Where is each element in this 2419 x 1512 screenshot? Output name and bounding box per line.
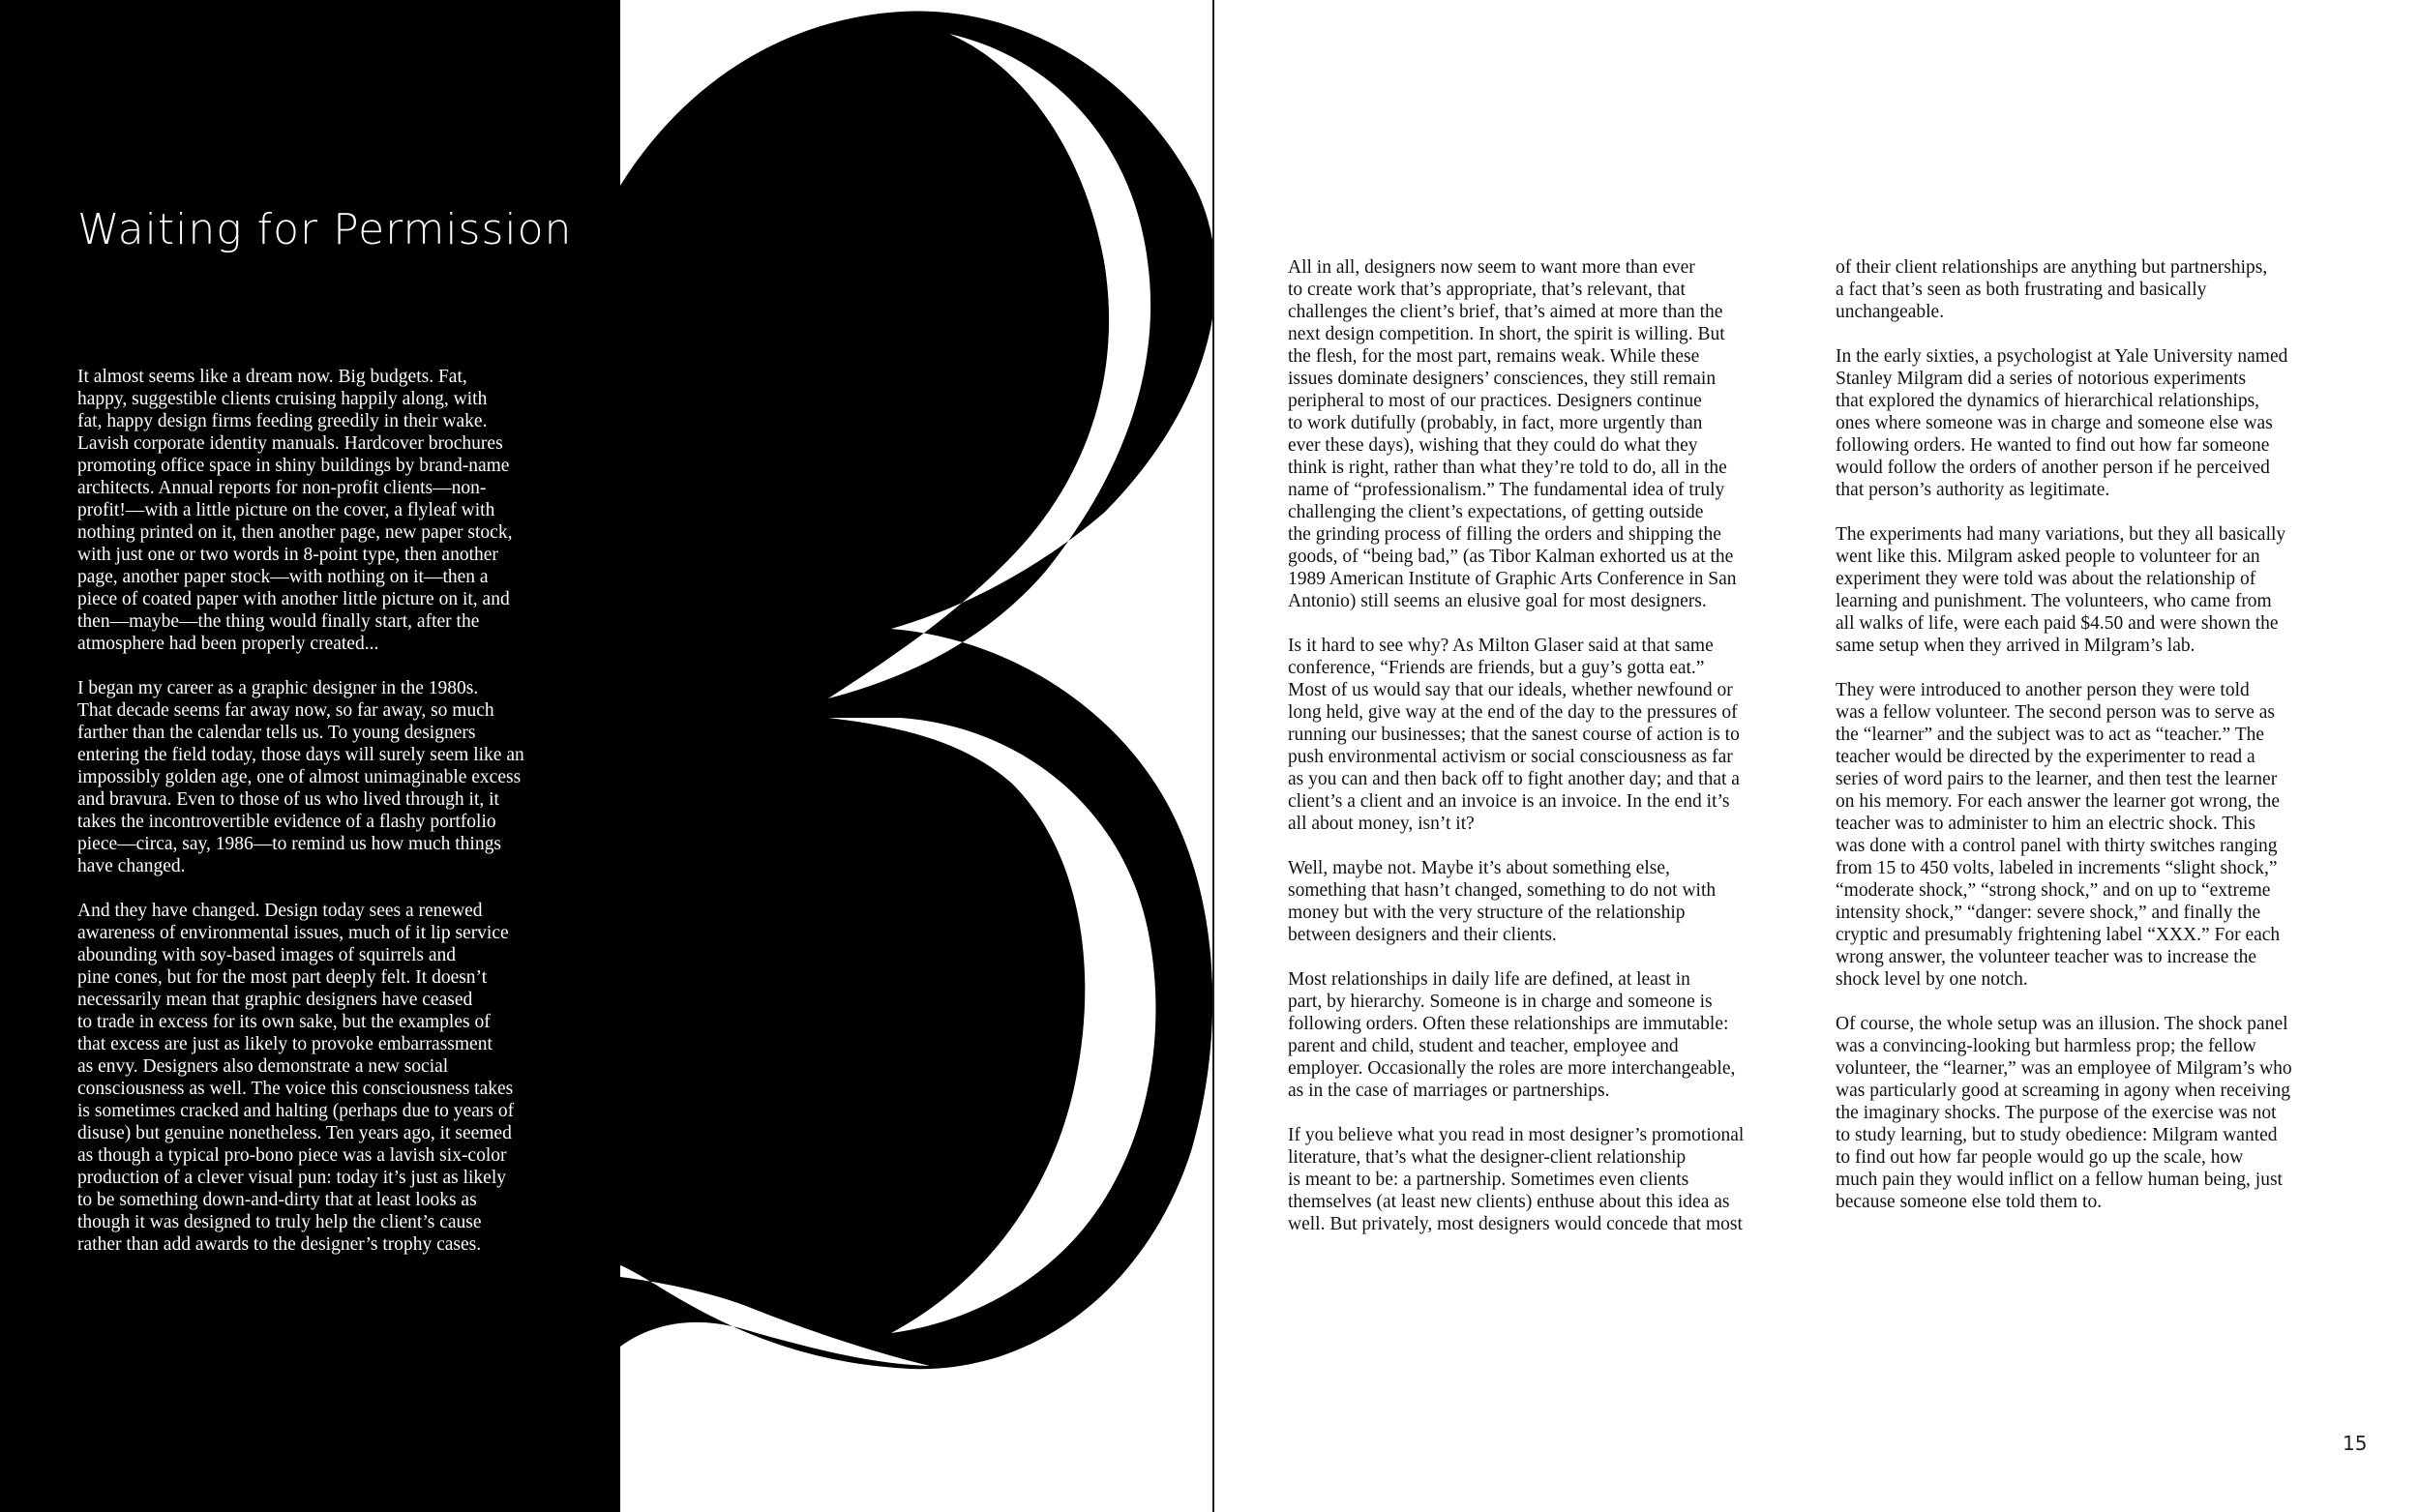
right-text-column bbox=[1836, 256, 2358, 1235]
article-title: Waiting for Permission bbox=[77, 205, 573, 254]
body-paragraph: The experiments had many variations, but they all basically went like this. Milgram asked people to volunteer for an experiment they were told was about the relationship of learning and punishment. The volunteers, who came from all walks of life, were each paid $4.50 and were shown the same setup when they arrived in Milgram’s lab. bbox=[1836, 524, 2286, 656]
body-paragraph: Well, maybe not. Maybe it’s about something else, something that hasn’t changed, something to do not with money but with the very structure of the relationship between designers and their clients. bbox=[1288, 858, 1717, 945]
page-spine-divider bbox=[1212, 0, 1214, 1512]
chapter-numeral-three bbox=[620, 0, 1212, 1512]
body-paragraph: Of course, the whole setup was an illusion. The shock panel was a convincing-looking but harmless prop; the fellow volunteer, the “learner,” was an employee of Milgram’s who was particularly good at screaming in agony when receiving the imaginary shocks. The purpose of the exercise was not to study learning, but to study obedience: Milgram wanted to find out how far people would go up the scale, how much pain they would inflict on a fellow human being, just because someone else told them to. bbox=[1836, 1014, 2292, 1212]
body-paragraph: It almost seems like a dream now. Big budgets. Fat, happy, suggestible clients cruising happily along, with fat, happy design firms feeding greedily in their wake. Lavish corporate identity manuals. Hardcover brochures promoting office space in shiny buildings by brand-name architects. Annual reports for non-profit clients—non- profit!—with a little picture on the cover, a flyleaf with nothing printed on it, then another page, new paper stock, with just one or two words in 8-point type, then another page, another paper stock—with nothing on it—then a piece of coated paper with another little picture on it, and then—maybe—the thing would finally start, after the atmosphere had been properly created... bbox=[77, 367, 513, 654]
page-number: 15 bbox=[2343, 1432, 2368, 1455]
body-paragraph: In the early sixties, a psychologist at Yale University named Stanley Milgram did a series of notorious experiments that explored the dynamics of hierarchical relationships, ones where someone was in charge and someone else was following orders. He wanted to find out how far someone would follow the orders of another person if he perceived that person’s authority as legitimate. bbox=[1836, 346, 2288, 500]
numeral-three-shape bbox=[620, 12, 1212, 1370]
body-paragraph: I began my career as a graphic designer in the 1980s. That decade seems far away now, so far away, so much farther than the calendar tells us. To young designers entering the field today, those days will surely seem like an impossibly golden age, one of almost unimaginable excess and bravura. Even to those of us who lived through it, it takes the incontrovertible evidence of a flashy portfolio piece—circa, say, 1986—to remind us how much things have changed. bbox=[77, 678, 524, 876]
body-paragraph: Most relationships in daily life are defined, at least in part, by hierarchy. Someone is in charge and someone is following orders. Often these relationships are immutable: parent and child, student and teacher, employee and employer. Occasionally the roles are more interchangeable, as in the case of marriages or partnerships. bbox=[1288, 969, 1736, 1101]
body-paragraph: Is it hard to see why? As Milton Glaser said at that same conference, “Friends are friends, but a guy’s gotta eat.” Most of us would say that our ideals, whether newfound or long held, give way at the end of the day to the pressures of running our businesses; that the sanest course of action is to push environmental activism or social consciousness as far as you can and then back off to fight another day; and that a client’s a client and an invoice is an invoice. In the end it’s all about money, isn’t it? bbox=[1288, 636, 1740, 834]
body-paragraph: They were introduced to another person they were told was a fellow volunteer. The second person was to serve as the “learner” and the subject was to act as “teacher.” The teacher would be directed by the experimenter to read a series of word pairs to the learner, and then test the learner on his memory. For each answer the learner got wrong, the teacher was to administer to him an electric shock. This was done with a control panel with thirty switches ranging from 15 to 450 volts, labeled in increments “slight shock,” “moderate shock,” “strong shock,” and on up to “extreme intensity shock,” “danger: severe shock,” and finally the cryptic and presumably frightening label “XXX.” For each wrong answer, the volunteer teacher was to increase the shock level by one notch. bbox=[1836, 680, 2281, 990]
body-paragraph: If you believe what you read in most designer’s promotional literature, that’s what the designer-client relationship is meant to be: a partnership. Sometimes even clients themselves (at least new clients) enthuse about this idea as well. But privately, most designers would concede that most bbox=[1288, 1125, 1745, 1234]
body-paragraph: of their client relationships are anything but partnerships, a fact that’s seen as both frustrating and basically unchangeable. bbox=[1836, 257, 2268, 322]
middle-text-column bbox=[1288, 256, 1801, 1258]
body-paragraph: All in all, designers now seem to want more than ever to create work that’s appropriate, that’s relevant, that challenges the client’s brief, that’s aimed at more than the next design competition. In short, the spirit is willing. But the flesh, for the most part, remains weak. While these issues dominate designers’ consciences, they still remain peripheral to most of our practices. Designers continue to work dutifully (probably, in fact, more urgently than ever these days), wishing that they could do what they think is right, rather than what they’re told to do, all in the name of “professionalism.” The fundamental idea of truly challenging the client’s expectations, of getting outside the grinding process of filling the orders and shipping the goods, of “being bad,” (as Tibor Kalman exhorted us at the 1989 American Institute of Graphic Arts Conference in San Antonio) still seems an elusive goal for most designers. bbox=[1288, 257, 1737, 611]
body-paragraph: And they have changed. Design today sees a renewed awareness of environmental issues, much of it lip service abounding with soy-based images of squirrels and pine cones, but for the most part deeply felt. It doesn’t necessarily mean that graphic designers have ceased to trade in excess for its own sake, but the examples of that excess are just as likely to provoke embarrassment as envy. Designers also demonstrate a new social consciousness as well. The voice this consciousness takes is sometimes cracked and halting (perhaps due to years of disuse) but genuine nonetheless. Ten years ago, it seemed as though a typical pro-bono piece was a lavish six-color production of a clever visual pun: today it’s just as likely to be something down-and-dirty that at least looks as though it was designed to truly help the client’s cause rather than add awards to the designer’s trophy cases. bbox=[77, 901, 515, 1255]
numeral-three-graphic bbox=[620, 0, 1212, 1512]
left-text-column bbox=[77, 366, 619, 1278]
